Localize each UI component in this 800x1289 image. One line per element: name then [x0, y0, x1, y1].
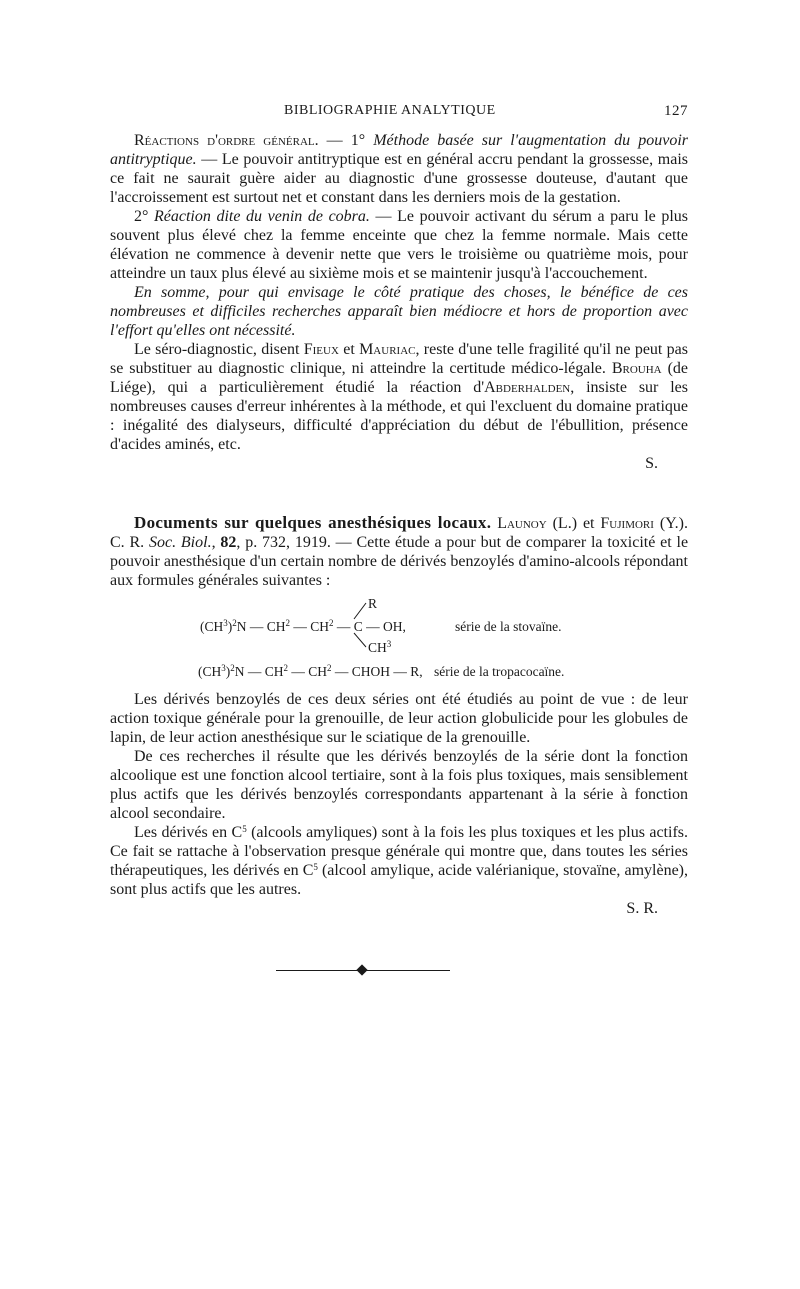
journal-name: Soc. Biol. — [148, 534, 212, 551]
page-header — [110, 103, 688, 123]
paragraph-summary: En somme, pour qui envisage le côté pratique des choses, le bénéfice de ces nombreuses et difficiles recherches apparaît bien médiocre et hors de proportion avec l'effort qu'elles ont nécessité. — [110, 284, 688, 339]
formula-main-chain-2: $(CH^3)^2N$ — $CH^2$ — $CH^2$ — CHOH — R, — [198, 663, 423, 679]
signature: S. — [645, 455, 658, 472]
diamond-ornament-icon — [356, 964, 367, 975]
author-name: Mauriac — [359, 341, 416, 358]
running-title: BIBLIOGRAPHIE ANALYTIQUE — [284, 103, 496, 118]
review-title: Documents sur quelques anesthésiques locaux. — [134, 513, 492, 532]
formula-r-group: R — [368, 596, 378, 611]
paragraph-serodiagnostic: Le séro-diagnostic, disent Fieux et Mauriac, reste d'une telle fragilité qu'il ne peut pas se substituer au diagnostic clinique, ni atteindre la certitude médico-légale. Brouha (de Liége), qui a particulièrement étudié la réaction d'Abderhalden, insiste sur les nombreuses causes d'erreur inhérentes à la méthode, et qui l'excluent du domaine pratique : inégalité des dialyseurs, difficulté d'appréciation du début de l'ébullition, présence d'acides aminés, etc. — [110, 341, 689, 453]
formula-series-label: série de la stovaïne. — [455, 619, 562, 634]
paragraph-cobra-venom: 2° Réaction dite du venin de cobra. — Le pouvoir activant du sérum a paru le plus souvent plus élevé chez la femme enceinte que chez la femme normale. Mais cette élévation ne commence à devenir nette que vers le troisième ou quatrième mois, pour atteindre un taux plus élevé au sixième mois et se maintenir jusqu'à l'accouchement. — [110, 208, 689, 282]
section-1 — [110, 131, 688, 473]
author-name: Abderhalden — [484, 379, 571, 396]
paragraph-general-reactions: Réactions d'ordre général. — 1° Méthode basée sur l'augmentation du pouvoir antitryptique. — Le pouvoir antitryptique est en général accru pendant la grossesse, mais ce fait ne saurait guère aider au diagnostic d'une grossesse douteuse, d'autant que l'accroissement est surtout net et constant dans les derniers mois de la gestation. — [110, 132, 688, 206]
section-lead: Réactions d'ordre général. — [134, 132, 319, 149]
volume-number: 82 — [220, 534, 237, 551]
section-divider — [276, 965, 450, 975]
formula-main-chain: $(CH^3)^2N$ — $CH^2$ — $CH^2$ — C — OH, — [200, 618, 406, 634]
signature-2: S. R. — [626, 900, 658, 917]
review-heading: Documents sur quelques anesthésiques locaux. Launoy (L.) et Fujimori (Y.). C. R. Soc. Biol., 82, p. 732, 1919. — Cette étude a pour but de comparer la toxicité et le pouvoir anesthésique d'un certain nombre de dérivés benzoylés d'amino-alcools répondant aux formules générales suivantes : — [110, 513, 689, 589]
paragraph-studied: Les dérivés benzoylés de ces deux séries ont été étudiés au point de vue : de leur action toxique générale pour la grenouille, de leur action globulicide pour les globules de lapin, de leur action anesthésique sur le sciatique de la grenouille. — [110, 691, 688, 746]
author-name: Brouha — [611, 360, 662, 377]
page-number: 127 — [664, 103, 688, 119]
paragraph-results: De ces recherches il résulte que les dérivés benzoylés de la série dont la fonction alcoolique est une fonction alcool tertiaire, sont à la fois plus toxiques, mais sensiblement plus actifs que les dérivés benzoylés correspondants appartenant à la série à fonction alcool secondaire. — [110, 748, 688, 822]
section-2-body — [110, 690, 688, 918]
author-name: Fieux — [303, 341, 339, 358]
formula-series-label-2: série de la tropacocaïne. — [434, 664, 565, 679]
formula-methyl: $CH^3$ — [368, 639, 392, 655]
paragraph-c5-derivatives: Les dérivés en $C^5$ (alcools amyliques) sont à la fois les plus toxiques et les plus actifs. Ce fait se rattache à l'observation presque générale qui montre que, dans toutes les séries thérapeutiques, les dérivés en $C^5$ (alcool amylique, acide valérianique, stovaïne, amylène), sont plus actifs que les autres. — [110, 824, 689, 898]
section-2-intro — [110, 513, 688, 590]
